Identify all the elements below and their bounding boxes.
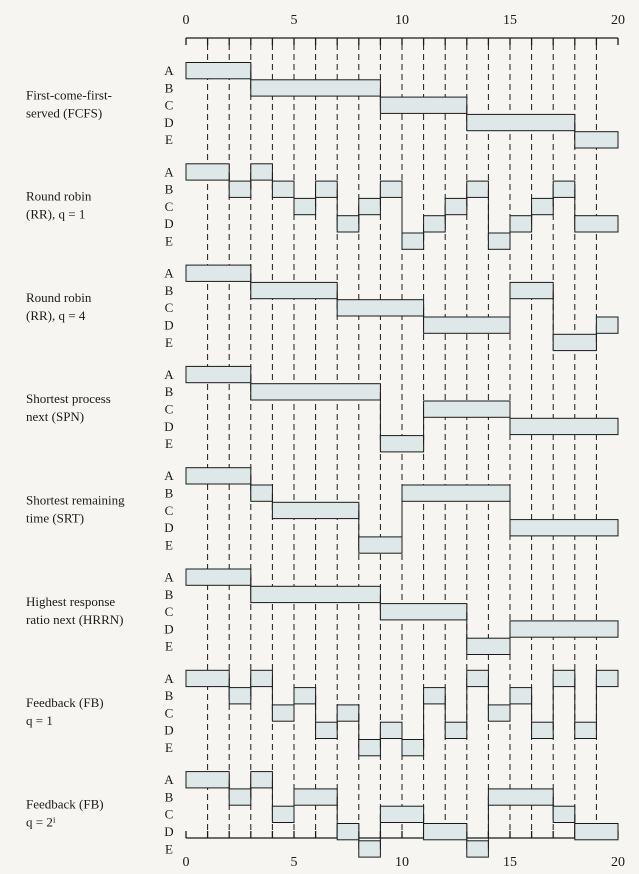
process-row-label: C	[164, 502, 174, 518]
execution-bar-B	[251, 384, 381, 400]
policy-label: First-come-first-	[26, 87, 112, 103]
policy-label: (RR), q = 4	[26, 307, 86, 323]
execution-bar-D	[510, 520, 618, 536]
execution-bar-A	[186, 569, 251, 585]
execution-bar-D	[445, 722, 467, 738]
execution-bar-A	[251, 670, 273, 686]
execution-bar-C	[359, 198, 381, 214]
execution-bar-C	[553, 806, 575, 822]
execution-bar-B	[380, 181, 402, 197]
execution-bar-C	[380, 604, 466, 620]
process-row-label: B	[164, 789, 174, 805]
execution-bar-E	[553, 334, 596, 350]
policy-label: next (SPN)	[26, 409, 85, 425]
policy-label: Round robin	[26, 188, 92, 204]
execution-bar-B	[229, 688, 251, 704]
execution-bar-E	[402, 233, 424, 249]
execution-bar-D	[337, 216, 359, 232]
execution-bar-D	[380, 722, 402, 738]
policy-label: Feedback (FB)	[26, 695, 104, 711]
execution-bar-E	[467, 638, 510, 654]
axis-label-bottom: 15	[503, 855, 517, 870]
axis-label-bottom: 0	[182, 855, 190, 870]
execution-bar-B	[251, 282, 337, 298]
execution-bar-C	[424, 401, 510, 417]
execution-bar-D	[575, 216, 618, 232]
execution-bar-D	[316, 722, 338, 738]
execution-bar-D	[532, 722, 554, 738]
policy-label: ratio next (HRRN)	[26, 611, 124, 627]
process-row-label: E	[165, 638, 173, 654]
process-row-label: C	[164, 401, 174, 417]
process-row-label: E	[165, 334, 173, 350]
execution-bar-A	[251, 164, 273, 180]
execution-bar-A	[186, 366, 251, 382]
policy-label: q = 2ⁱ	[26, 814, 56, 830]
execution-bar-C	[272, 502, 358, 518]
execution-bar-C	[380, 806, 423, 822]
process-row-label: E	[165, 740, 173, 755]
execution-bar-B	[229, 789, 251, 805]
execution-bar-C	[337, 300, 423, 316]
execution-bar-B	[251, 80, 381, 96]
execution-bar-D	[467, 114, 575, 130]
execution-bar-B	[553, 181, 575, 197]
axis-label-top: 15	[503, 13, 517, 28]
execution-bar-D	[424, 317, 510, 333]
execution-bar-E	[359, 537, 402, 553]
execution-bar-E	[575, 132, 618, 148]
execution-bar-C	[380, 97, 466, 113]
execution-bar-B	[294, 789, 337, 805]
policy-label: Feedback (FB)	[26, 796, 104, 812]
execution-bar-B	[229, 181, 251, 197]
execution-bar-B	[251, 485, 273, 501]
execution-bar-D	[510, 216, 532, 232]
execution-bar-A	[186, 468, 251, 484]
process-row-label: D	[164, 216, 174, 232]
policy-label: (RR), q = 1	[26, 206, 86, 222]
process-row-label: A	[164, 569, 174, 585]
policy-label: time (SRT)	[26, 510, 85, 526]
execution-bar-C	[337, 705, 359, 721]
axis-label-bottom: 20	[611, 855, 625, 870]
policy-label: Round robin	[26, 289, 92, 305]
execution-bar-E	[359, 841, 381, 857]
execution-bar-C	[272, 705, 294, 721]
execution-bar-B	[488, 789, 553, 805]
process-row-label: D	[164, 520, 174, 536]
process-row-label: A	[164, 366, 174, 382]
execution-bar-E	[380, 436, 423, 452]
execution-bar-C	[488, 705, 510, 721]
execution-bar-E	[488, 233, 510, 249]
execution-bar-E	[359, 740, 381, 756]
execution-bar-D	[510, 418, 618, 434]
process-row-label: A	[164, 468, 174, 484]
process-row-label: D	[164, 418, 174, 434]
process-row-label: C	[164, 97, 174, 113]
execution-bar-D	[575, 722, 597, 738]
execution-bar-B	[467, 181, 489, 197]
execution-bar-D	[596, 317, 618, 333]
process-row-label: C	[164, 806, 174, 822]
process-row-label: A	[164, 670, 174, 686]
axis-label-top: 5	[290, 13, 298, 28]
process-row-label: C	[164, 705, 174, 721]
process-row-label: A	[164, 63, 174, 78]
process-row-label: E	[165, 537, 173, 553]
execution-bar-D	[337, 824, 359, 840]
execution-bar-A	[251, 772, 273, 788]
policy-label: Shortest remaining	[26, 492, 125, 508]
process-row-label: E	[165, 841, 173, 857]
execution-bar-B	[316, 181, 338, 197]
policy-label: q = 1	[26, 713, 53, 729]
execution-bar-B	[272, 181, 294, 197]
execution-bar-D	[510, 621, 618, 637]
process-row-label: D	[164, 824, 174, 839]
process-row-label: D	[164, 621, 174, 637]
execution-bar-A	[186, 164, 229, 180]
execution-bar-B	[251, 586, 381, 602]
axis-label-top: 0	[182, 13, 190, 28]
process-row-label: B	[164, 688, 174, 704]
execution-bar-A	[553, 670, 575, 686]
process-row-label: D	[164, 114, 174, 130]
execution-bar-B	[402, 485, 510, 501]
execution-bar-A	[186, 772, 229, 788]
execution-bar-A	[186, 63, 251, 79]
execution-bar-C	[445, 198, 467, 214]
process-row-label: A	[164, 772, 174, 788]
execution-bar-A	[186, 265, 251, 281]
execution-bar-B	[294, 688, 316, 704]
process-row-label: A	[164, 265, 174, 281]
process-row-label: A	[164, 164, 174, 180]
policy-label: served (FCFS)	[26, 105, 103, 121]
execution-bar-E	[402, 740, 424, 756]
process-row-label: E	[165, 233, 173, 249]
process-row-label: B	[164, 586, 174, 602]
axis-label-top: 10	[395, 13, 409, 28]
process-row-label: D	[164, 317, 174, 333]
process-row-label: E	[165, 436, 173, 452]
execution-bar-C	[272, 806, 294, 822]
process-row-label: E	[165, 132, 173, 148]
policy-label: Shortest process	[26, 391, 111, 407]
execution-bar-C	[294, 198, 316, 214]
execution-bar-D	[424, 216, 446, 232]
process-row-label: B	[164, 80, 174, 96]
execution-bar-A	[596, 670, 618, 686]
execution-bar-D	[575, 824, 618, 840]
process-row-label: B	[164, 282, 174, 298]
process-row-label: C	[164, 300, 174, 316]
axis-label-top: 20	[611, 13, 625, 28]
process-row-label: D	[164, 722, 174, 738]
execution-bar-E	[467, 841, 489, 857]
execution-bar-B	[510, 282, 553, 298]
execution-bar-C	[532, 198, 554, 214]
execution-bar-B	[510, 688, 532, 704]
process-row-label: C	[164, 604, 174, 620]
process-row-label: B	[164, 485, 174, 501]
execution-bar-A	[467, 670, 489, 686]
process-row-label: B	[164, 384, 174, 400]
process-row-label: C	[164, 198, 174, 214]
execution-bar-D	[424, 824, 467, 840]
policy-label: Highest response	[26, 593, 116, 609]
execution-bar-A	[186, 670, 229, 686]
axis-label-bottom: 5	[290, 855, 298, 870]
process-row-label: B	[164, 181, 174, 197]
execution-bar-B	[424, 688, 446, 704]
axis-label-bottom: 10	[395, 855, 409, 870]
